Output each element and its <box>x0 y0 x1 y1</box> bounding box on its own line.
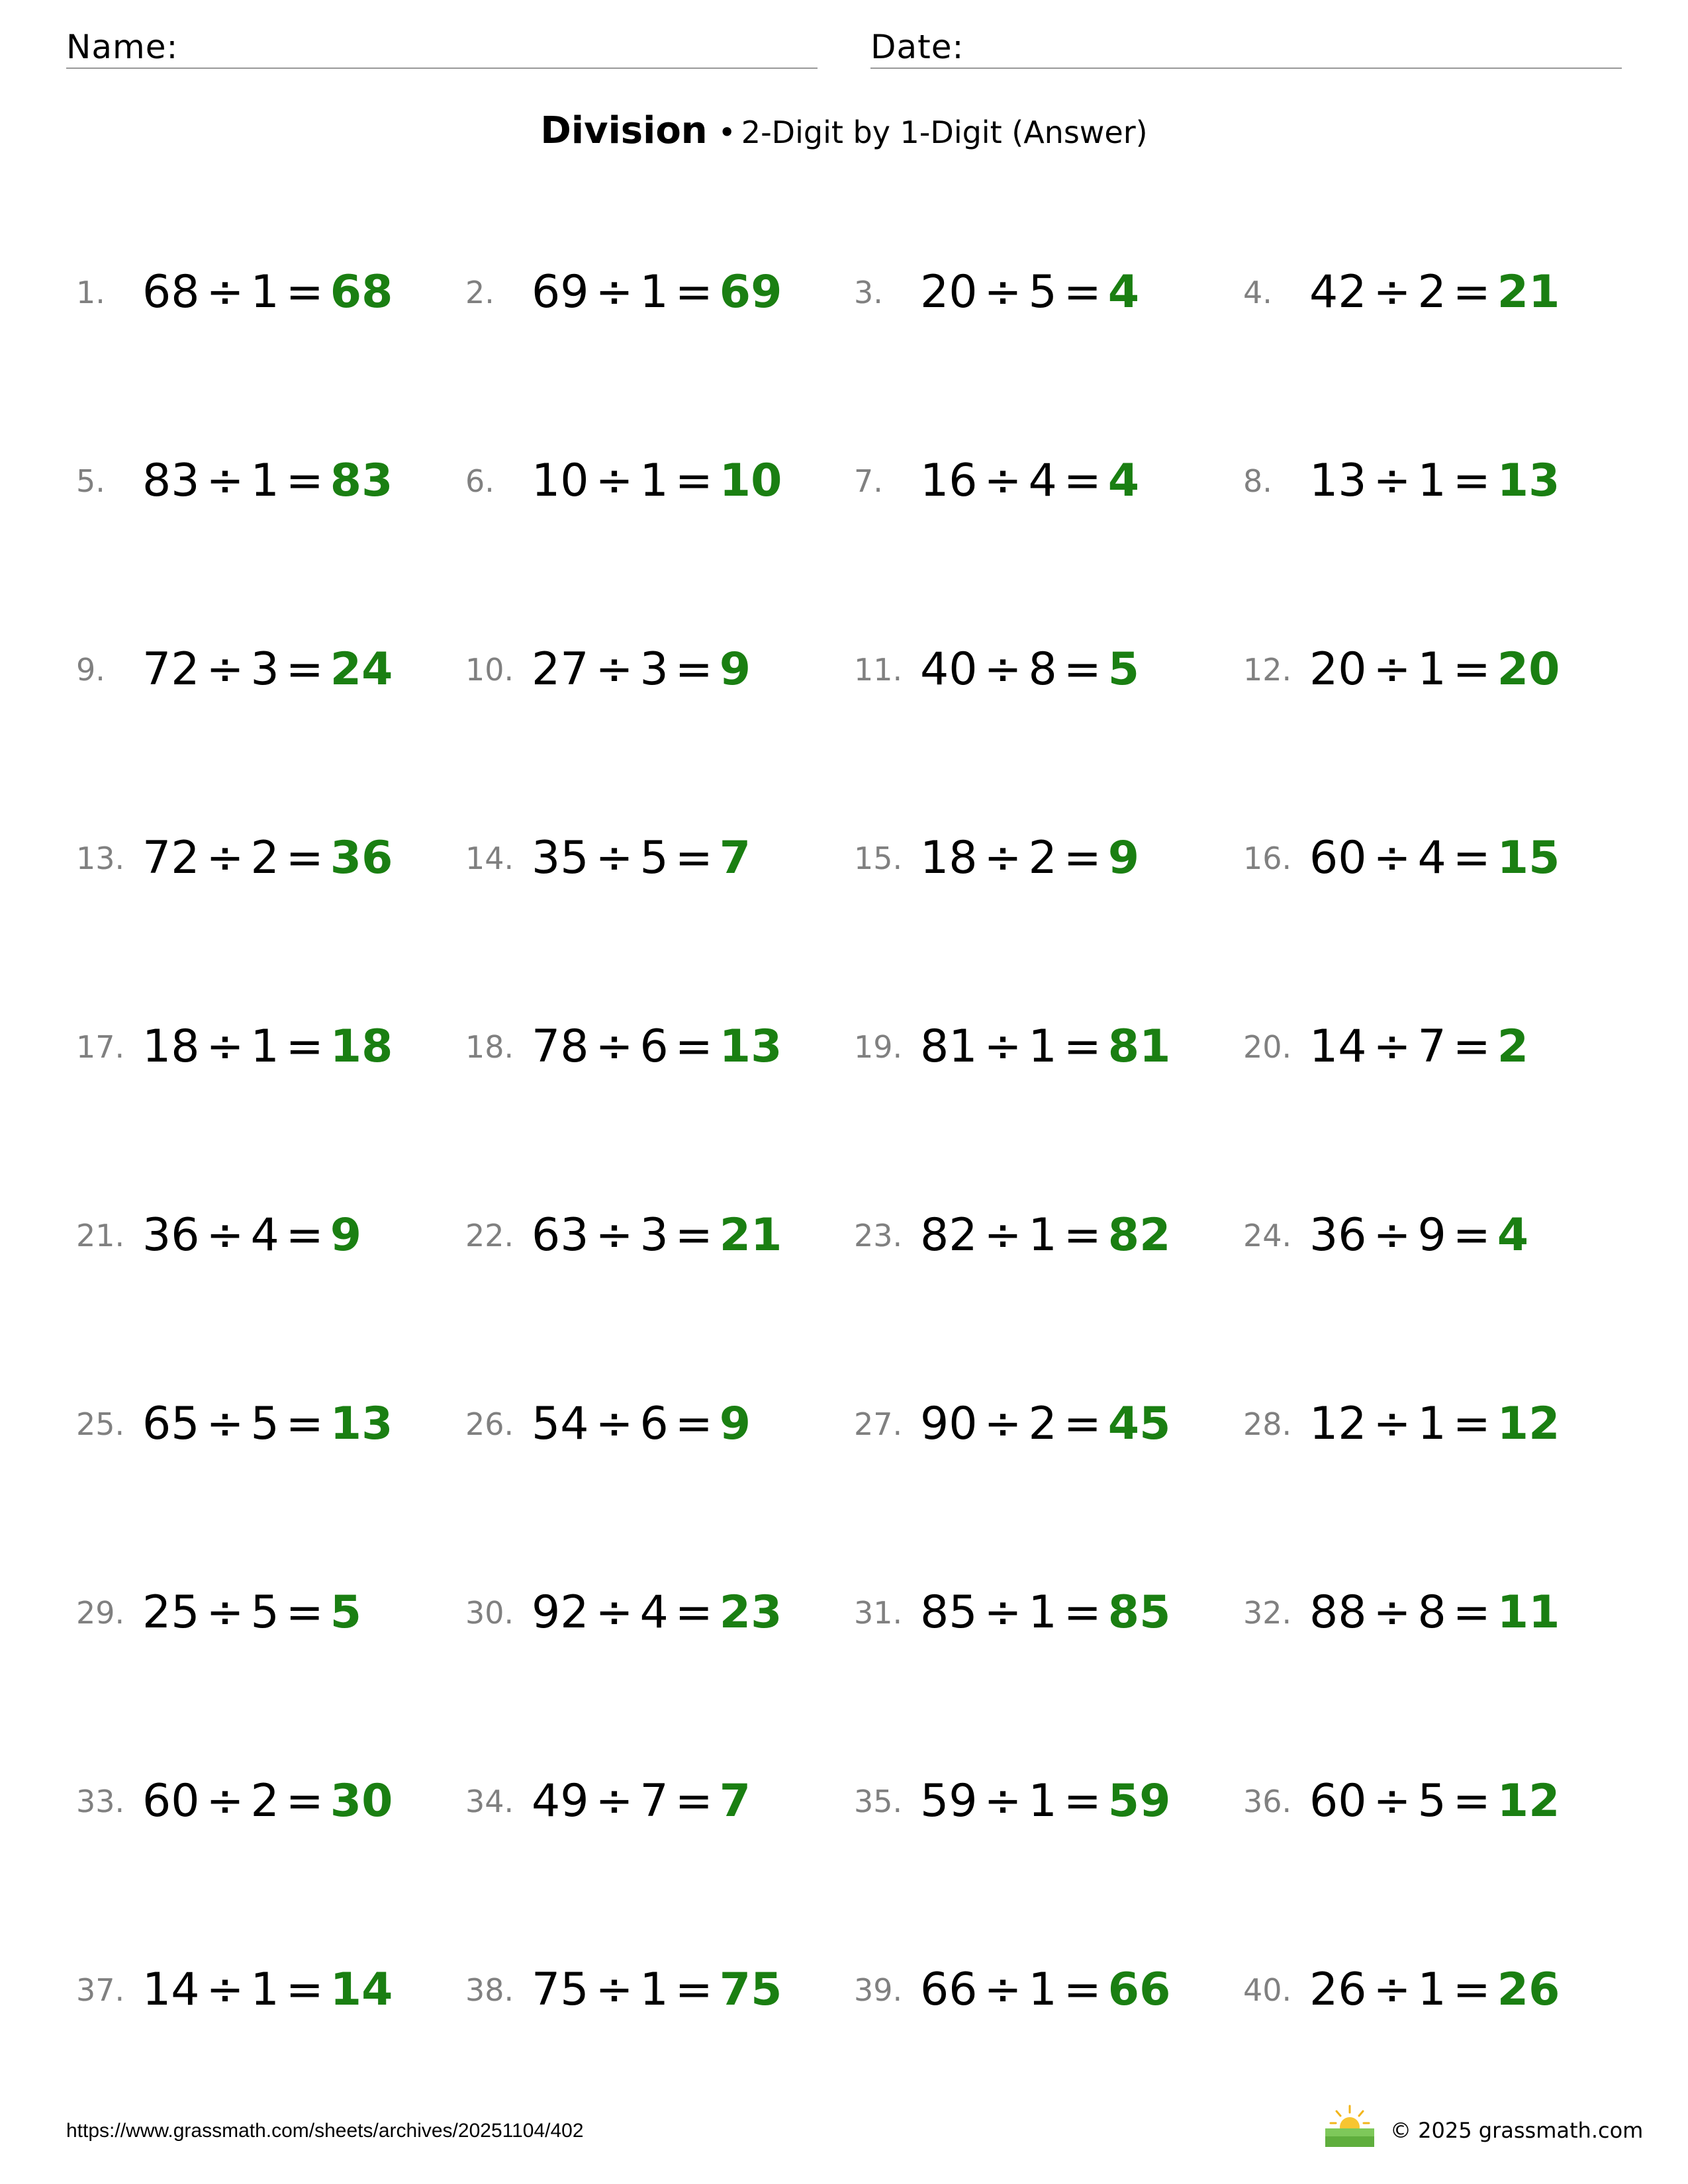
problem-number: 17. <box>76 1029 125 1065</box>
divide-sign: ÷ <box>595 1586 633 1639</box>
problem-expression <box>1309 1014 1528 1080</box>
problem-expression <box>142 1580 361 1646</box>
problem-number: 38. <box>465 1972 514 2008</box>
problem-expression <box>920 448 1139 514</box>
problem-expression <box>920 1580 1170 1646</box>
problem-number: 9. <box>76 652 105 688</box>
equals-sign: = <box>285 1398 324 1450</box>
equals-sign: = <box>1452 455 1491 507</box>
equals-sign: = <box>1063 1964 1102 2016</box>
equals-sign: = <box>675 455 713 507</box>
problem-number: 20. <box>1243 1029 1292 1065</box>
problem-number: 26. <box>465 1406 514 1442</box>
problem-expression <box>532 259 782 326</box>
equals-sign: = <box>1452 1964 1491 2016</box>
dividend: 75 <box>532 1964 589 2016</box>
divisor: 1 <box>1417 1398 1446 1450</box>
answer: 11 <box>1497 1586 1560 1639</box>
problem-expression <box>920 1957 1170 2023</box>
name-field[interactable] <box>66 26 818 69</box>
divide-sign: ÷ <box>206 266 244 318</box>
divide-sign: ÷ <box>595 266 633 318</box>
problem-expression <box>1309 1957 1560 2023</box>
answer: 24 <box>330 643 393 696</box>
equals-sign: = <box>675 1398 713 1450</box>
problem-number: 33. <box>76 1784 125 1819</box>
title-bullet: • <box>718 114 736 150</box>
dividend: 78 <box>532 1021 589 1073</box>
divide-sign: ÷ <box>595 643 633 696</box>
problem-expression <box>532 1391 751 1457</box>
equals-sign: = <box>285 643 324 696</box>
equals-sign: = <box>285 455 324 507</box>
divide-sign: ÷ <box>206 832 244 884</box>
dividend: 69 <box>532 266 589 318</box>
dividend: 54 <box>532 1398 589 1450</box>
answer: 69 <box>719 266 782 318</box>
answer: 10 <box>719 455 782 507</box>
equals-sign: = <box>1452 1398 1491 1450</box>
problem-expression <box>142 1957 393 2023</box>
divisor: 7 <box>1417 1021 1446 1073</box>
equals-sign: = <box>285 1964 324 2016</box>
divide-sign: ÷ <box>595 832 633 884</box>
answer: 45 <box>1107 1398 1171 1450</box>
problem-number: 32. <box>1243 1595 1292 1631</box>
problem-expression <box>1309 448 1560 514</box>
problem-expression <box>920 259 1139 326</box>
answer: 4 <box>1497 1209 1529 1261</box>
answer: 30 <box>330 1775 393 1827</box>
divisor: 4 <box>1417 832 1446 884</box>
problem-number: 5. <box>76 463 105 499</box>
equals-sign: = <box>285 1775 324 1827</box>
dividend: 42 <box>1309 266 1367 318</box>
divisor: 1 <box>1028 1021 1057 1073</box>
problem-expression <box>142 1391 393 1457</box>
problem-number: 34. <box>465 1784 514 1819</box>
divide-sign: ÷ <box>1373 455 1411 507</box>
divisor: 5 <box>250 1586 279 1639</box>
problem-expression <box>920 1014 1170 1080</box>
dividend: 72 <box>142 643 200 696</box>
equals-sign: = <box>675 1586 713 1639</box>
answer: 68 <box>330 266 393 318</box>
dividend: 10 <box>532 455 589 507</box>
equals-sign: = <box>1452 643 1491 696</box>
problem-number: 12. <box>1243 652 1292 688</box>
dividend: 20 <box>920 266 978 318</box>
divisor: 3 <box>639 643 669 696</box>
problem-expression <box>920 1391 1170 1457</box>
divide-sign: ÷ <box>595 1964 633 2016</box>
problem-number: 1. <box>76 275 105 310</box>
problem-number: 36. <box>1243 1784 1292 1819</box>
answer: 12 <box>1497 1775 1560 1827</box>
divisor: 4 <box>250 1209 279 1261</box>
divide-sign: ÷ <box>206 455 244 507</box>
problem-expression <box>532 1014 782 1080</box>
equals-sign: = <box>1452 266 1491 318</box>
equals-sign: = <box>285 1209 324 1261</box>
problem-expression <box>142 448 393 514</box>
divisor: 2 <box>1028 832 1057 884</box>
divide-sign: ÷ <box>1373 1964 1411 2016</box>
problem-number: 19. <box>854 1029 903 1065</box>
divide-sign: ÷ <box>1373 643 1411 696</box>
divide-sign: ÷ <box>1373 1586 1411 1639</box>
answer: 7 <box>719 832 751 884</box>
answer: 4 <box>1107 266 1140 318</box>
divisor: 5 <box>250 1398 279 1450</box>
sun-over-grass-icon <box>1324 2103 1376 2148</box>
problem-expression <box>1309 1391 1560 1457</box>
answer: 13 <box>1497 455 1560 507</box>
divide-sign: ÷ <box>206 1398 244 1450</box>
equals-sign: = <box>1063 1775 1102 1827</box>
divide-sign: ÷ <box>206 643 244 696</box>
divide-sign: ÷ <box>1373 832 1411 884</box>
problem-number: 16. <box>1243 841 1292 876</box>
dividend: 83 <box>142 455 200 507</box>
divisor: 8 <box>1417 1586 1446 1639</box>
divisor: 1 <box>1417 643 1446 696</box>
divisor: 1 <box>250 266 279 318</box>
dividend: 14 <box>142 1964 200 2016</box>
answer: 59 <box>1107 1775 1171 1827</box>
answer: 20 <box>1497 643 1560 696</box>
equals-sign: = <box>285 832 324 884</box>
dividend: 60 <box>1309 1775 1367 1827</box>
problem-number: 31. <box>854 1595 903 1631</box>
equals-sign: = <box>675 832 713 884</box>
divisor: 6 <box>639 1398 669 1450</box>
divisor: 5 <box>1028 266 1057 318</box>
divide-sign: ÷ <box>595 1775 633 1827</box>
problem-expression <box>920 637 1139 703</box>
divisor: 6 <box>639 1021 669 1073</box>
dividend: 82 <box>920 1209 978 1261</box>
answer: 18 <box>330 1021 393 1073</box>
problem-expression <box>1309 1203 1528 1269</box>
dividend: 36 <box>142 1209 200 1261</box>
divisor: 2 <box>1417 266 1446 318</box>
answer: 9 <box>719 643 751 696</box>
divide-sign: ÷ <box>984 1398 1022 1450</box>
problem-expression <box>142 1768 393 1835</box>
dividend: 20 <box>1309 643 1367 696</box>
problem-expression <box>1309 825 1560 891</box>
equals-sign: = <box>1452 1775 1491 1827</box>
divide-sign: ÷ <box>984 455 1022 507</box>
problem-number: 7. <box>854 463 883 499</box>
problem-number: 25. <box>76 1406 125 1442</box>
problem-expression <box>532 1957 782 2023</box>
problem-expression <box>532 1203 782 1269</box>
problem-number: 10. <box>465 652 514 688</box>
equals-sign: = <box>675 1775 713 1827</box>
problem-number: 13. <box>76 841 125 876</box>
problem-expression <box>142 1203 361 1269</box>
divisor: 1 <box>250 455 279 507</box>
equals-sign: = <box>1063 643 1102 696</box>
problem-expression <box>920 1203 1170 1269</box>
problem-number: 24. <box>1243 1218 1292 1253</box>
answer: 15 <box>1497 832 1560 884</box>
footer-copyright: © 2025 grassmath.com <box>1390 2118 1644 2143</box>
answer: 5 <box>1107 643 1140 696</box>
problem-expression <box>142 825 393 891</box>
divide-sign: ÷ <box>1373 1021 1411 1073</box>
problem-expression <box>142 1014 393 1080</box>
equals-sign: = <box>1063 1209 1102 1261</box>
dividend: 49 <box>532 1775 589 1827</box>
equals-sign: = <box>1452 1209 1491 1261</box>
divide-sign: ÷ <box>206 1586 244 1639</box>
dividend: 16 <box>920 455 978 507</box>
problem-expression <box>142 637 393 703</box>
equals-sign: = <box>1063 832 1102 884</box>
problem-expression <box>532 448 782 514</box>
equals-sign: = <box>285 1021 324 1073</box>
divide-sign: ÷ <box>1373 266 1411 318</box>
problem-number: 3. <box>854 275 883 310</box>
problem-expression <box>532 637 751 703</box>
divisor: 1 <box>639 1964 669 2016</box>
dividend: 60 <box>1309 832 1367 884</box>
problem-expression <box>1309 1768 1560 1835</box>
answer: 75 <box>719 1964 782 2016</box>
answer: 85 <box>1107 1586 1171 1639</box>
answer: 5 <box>330 1586 362 1639</box>
divisor: 1 <box>1028 1209 1057 1261</box>
divisor: 9 <box>1417 1209 1446 1261</box>
dividend: 65 <box>142 1398 200 1450</box>
dividend: 60 <box>142 1775 200 1827</box>
answer: 23 <box>719 1586 782 1639</box>
answer: 13 <box>719 1021 782 1073</box>
divide-sign: ÷ <box>984 1586 1022 1639</box>
divisor: 1 <box>1028 1964 1057 2016</box>
equals-sign: = <box>1063 1021 1102 1073</box>
dividend: 81 <box>920 1021 978 1073</box>
divide-sign: ÷ <box>595 455 633 507</box>
divide-sign: ÷ <box>984 643 1022 696</box>
date-field[interactable] <box>870 26 1622 69</box>
problem-number: 2. <box>465 275 494 310</box>
answer: 4 <box>1107 455 1140 507</box>
problem-expression <box>532 1768 751 1835</box>
divisor: 1 <box>250 1021 279 1073</box>
answer: 14 <box>330 1964 393 2016</box>
equals-sign: = <box>675 266 713 318</box>
dividend: 40 <box>920 643 978 696</box>
problem-expression <box>532 1580 782 1646</box>
problem-expression <box>1309 1580 1560 1646</box>
worksheet-title <box>0 105 1688 166</box>
divide-sign: ÷ <box>206 1964 244 2016</box>
dividend: 18 <box>142 1021 200 1073</box>
equals-sign: = <box>675 1021 713 1073</box>
divisor: 8 <box>1028 643 1057 696</box>
dividend: 92 <box>532 1586 589 1639</box>
equals-sign: = <box>1452 1021 1491 1073</box>
problem-number: 4. <box>1243 275 1272 310</box>
problem-expression <box>920 825 1139 891</box>
problem-expression <box>1309 259 1560 326</box>
problem-number: 11. <box>854 652 903 688</box>
problem-number: 29. <box>76 1595 125 1631</box>
divide-sign: ÷ <box>206 1021 244 1073</box>
equals-sign: = <box>675 643 713 696</box>
dividend: 12 <box>1309 1398 1367 1450</box>
equals-sign: = <box>1063 266 1102 318</box>
divisor: 1 <box>639 266 669 318</box>
dividend: 27 <box>532 643 589 696</box>
problem-number: 28. <box>1243 1406 1292 1442</box>
divide-sign: ÷ <box>206 1775 244 1827</box>
dividend: 66 <box>920 1964 978 2016</box>
divide-sign: ÷ <box>1373 1775 1411 1827</box>
problem-expression <box>142 259 393 326</box>
equals-sign: = <box>1452 832 1491 884</box>
problem-number: 39. <box>854 1972 903 2008</box>
problem-number: 14. <box>465 841 514 876</box>
divisor: 2 <box>250 832 279 884</box>
answer: 66 <box>1107 1964 1171 2016</box>
dividend: 90 <box>920 1398 978 1450</box>
divisor: 1 <box>639 455 669 507</box>
divisor: 1 <box>1028 1775 1057 1827</box>
problem-number: 21. <box>76 1218 125 1253</box>
equals-sign: = <box>675 1209 713 1261</box>
dividend: 59 <box>920 1775 978 1827</box>
problem-number: 6. <box>465 463 494 499</box>
answer: 7 <box>719 1775 751 1827</box>
divisor: 1 <box>1028 1586 1057 1639</box>
divisor: 2 <box>1028 1398 1057 1450</box>
divisor: 4 <box>639 1586 669 1639</box>
problem-number: 15. <box>854 841 903 876</box>
dividend: 63 <box>532 1209 589 1261</box>
problem-number: 37. <box>76 1972 125 2008</box>
answer: 83 <box>330 455 393 507</box>
answer: 12 <box>1497 1398 1560 1450</box>
divisor: 1 <box>1417 455 1446 507</box>
answer: 21 <box>719 1209 782 1261</box>
problem-number: 35. <box>854 1784 903 1819</box>
footer-url: https://www.grassmath.com/sheets/archives/20251104/402 <box>66 2120 584 2142</box>
title-main: Division <box>540 109 708 152</box>
divide-sign: ÷ <box>984 1209 1022 1261</box>
problem-number: 27. <box>854 1406 903 1442</box>
equals-sign: = <box>1063 1398 1102 1450</box>
dividend: 72 <box>142 832 200 884</box>
equals-sign: = <box>675 1964 713 2016</box>
answer: 9 <box>1107 832 1140 884</box>
answer: 26 <box>1497 1964 1560 2016</box>
divide-sign: ÷ <box>1373 1398 1411 1450</box>
answer: 9 <box>330 1209 362 1261</box>
equals-sign: = <box>1063 1586 1102 1639</box>
divide-sign: ÷ <box>595 1021 633 1073</box>
divide-sign: ÷ <box>984 1775 1022 1827</box>
dividend: 18 <box>920 832 978 884</box>
divide-sign: ÷ <box>1373 1209 1411 1261</box>
dividend: 13 <box>1309 455 1367 507</box>
dividend: 35 <box>532 832 589 884</box>
dividend: 26 <box>1309 1964 1367 2016</box>
equals-sign: = <box>1452 1586 1491 1639</box>
dividend: 68 <box>142 266 200 318</box>
answer: 36 <box>330 832 393 884</box>
divide-sign: ÷ <box>984 832 1022 884</box>
divisor: 4 <box>1028 455 1057 507</box>
dividend: 88 <box>1309 1586 1367 1639</box>
answer: 2 <box>1497 1021 1529 1073</box>
equals-sign: = <box>285 1586 324 1639</box>
answer: 13 <box>330 1398 393 1450</box>
problem-number: 23. <box>854 1218 903 1253</box>
answer: 21 <box>1497 266 1560 318</box>
dividend: 25 <box>142 1586 200 1639</box>
divide-sign: ÷ <box>595 1209 633 1261</box>
divide-sign: ÷ <box>206 1209 244 1261</box>
divisor: 5 <box>1417 1775 1446 1827</box>
problem-number: 22. <box>465 1218 514 1253</box>
equals-sign: = <box>1063 455 1102 507</box>
equals-sign: = <box>285 266 324 318</box>
divisor: 1 <box>1417 1964 1446 2016</box>
dividend: 85 <box>920 1586 978 1639</box>
problem-number: 8. <box>1243 463 1272 499</box>
divide-sign: ÷ <box>595 1398 633 1450</box>
problem-expression <box>1309 637 1560 703</box>
divide-sign: ÷ <box>984 1964 1022 2016</box>
dividend: 36 <box>1309 1209 1367 1261</box>
name-label: Name: <box>66 28 179 66</box>
answer: 9 <box>719 1398 751 1450</box>
problem-expression <box>532 825 751 891</box>
date-label: Date: <box>870 28 964 66</box>
problem-number: 30. <box>465 1595 514 1631</box>
divisor: 2 <box>250 1775 279 1827</box>
divisor: 1 <box>250 1964 279 2016</box>
answer: 82 <box>1107 1209 1171 1261</box>
title-subtitle: 2-Digit by 1-Digit (Answer) <box>741 114 1148 150</box>
answer: 81 <box>1107 1021 1171 1073</box>
problem-expression <box>920 1768 1170 1835</box>
dividend: 14 <box>1309 1021 1367 1073</box>
problem-number: 40. <box>1243 1972 1292 2008</box>
problem-number: 18. <box>465 1029 514 1065</box>
divisor: 3 <box>639 1209 669 1261</box>
divisor: 7 <box>639 1775 669 1827</box>
divide-sign: ÷ <box>984 266 1022 318</box>
divisor: 5 <box>639 832 669 884</box>
divide-sign: ÷ <box>984 1021 1022 1073</box>
divisor: 3 <box>250 643 279 696</box>
